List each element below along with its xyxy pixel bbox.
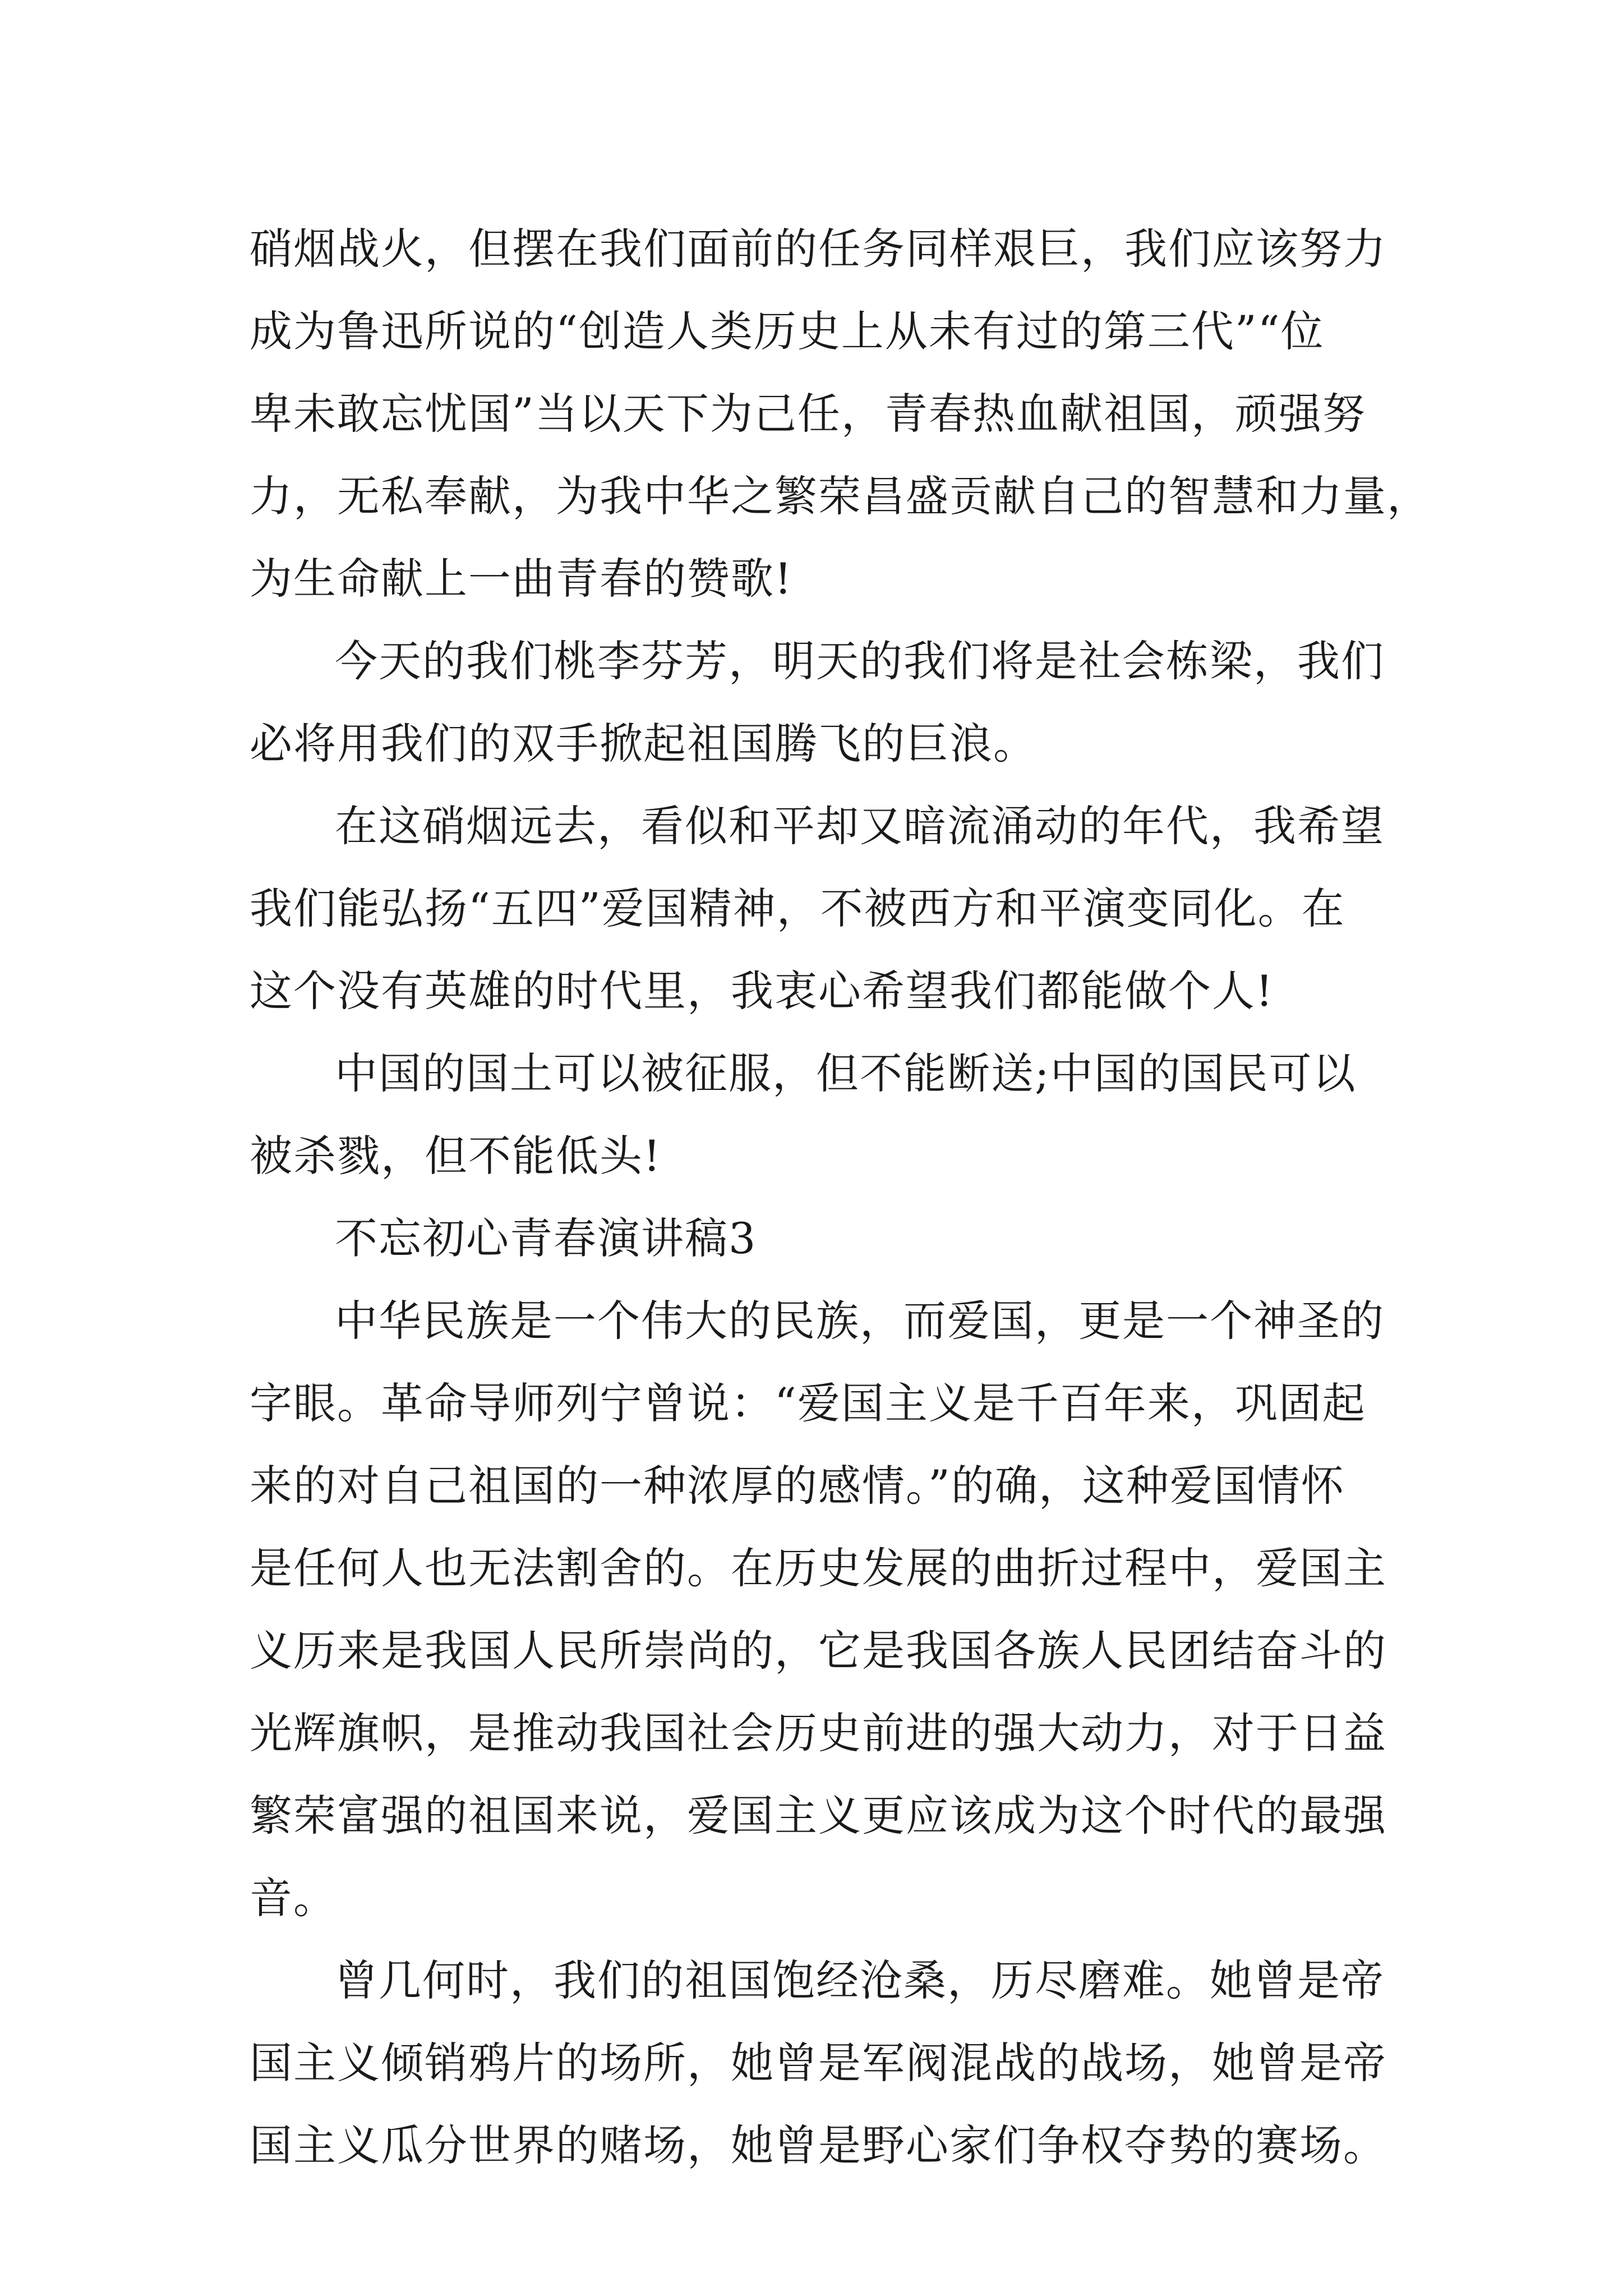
text-line: 必将用我们的双手掀起祖国腾飞的巨浪。 — [250, 719, 1037, 769]
text-line: 为生命献上一曲青春的赞歌! — [250, 554, 793, 604]
text-line: 繁荣富强的祖国来说，爱国主义更应该成为这个时代的最强 — [250, 1791, 1387, 1841]
paragraph-first-line: 曾几何时，我们的祖国饱经沧桑，历尽磨难。她曾是帝 — [335, 1955, 1385, 2005]
paragraph-first-line: 中国的国土可以被征服，但不能断送;中国的国民可以 — [335, 1048, 1357, 1098]
text-line: 义历来是我国人民所崇尚的，它是我国各族人民团结奋斗的 — [250, 1626, 1387, 1676]
text-line: 力，无私奉献，为我中华之繁荣昌盛贡献自己的智慧和力量， — [250, 471, 1431, 521]
text-line: 国主义瓜分世界的赌场，她曾是野心家们争权夺势的赛场。 — [250, 2120, 1387, 2170]
paragraph-first-line: 今天的我们桃李芬芳，明天的我们将是社会栋梁，我们 — [335, 636, 1385, 686]
body-text — [250, 208, 1431, 2187]
text-line: 国主义倾销鸦片的场所，她曾是军阀混战的战场，她曾是帝 — [250, 2038, 1387, 2088]
text-line: 成为鲁迅所说的“创造人类历史上从未有过的第三代”“位 — [250, 306, 1325, 356]
text-line: 卑未敢忘忧国”当以天下为己任，青春热血献祖国，顽强努 — [250, 389, 1366, 439]
text-line: 我们能弘扬“五四”爱国精神，不被西方和平演变同化。在 — [250, 884, 1345, 933]
paragraph-first-line: 在这硝烟远去，看似和平却又暗流涌动的年代，我希望 — [335, 801, 1385, 851]
text-line: 是任何人也无法割舍的。在历史发展的曲折过程中，爱国主 — [250, 1543, 1387, 1593]
section-heading: 不忘初心青春演讲稿3 — [335, 1213, 757, 1263]
paragraph-first-line: 中华民族是一个伟大的民族，而爱国，更是一个神圣的 — [335, 1296, 1385, 1346]
text-line: 来的对自己祖国的一种浓厚的感情。”的确，这种爱国情怀 — [250, 1461, 1345, 1511]
text-line: 被杀戮，但不能低头! — [250, 1131, 662, 1181]
text-line: 这个没有英雄的时代里，我衷心希望我们都能做个人! — [250, 966, 1274, 1016]
text-line: 光辉旗帜，是推动我国社会历史前进的强大动力，对于日益 — [250, 1708, 1387, 1758]
text-line: 音。 — [250, 1873, 337, 1923]
text-line: 硝烟战火，但摆在我们面前的任务同样艰巨，我们应该努力 — [250, 224, 1387, 274]
text-line: 字眼。革命导师列宁曾说：“爱国主义是千百年来，巩固起 — [250, 1378, 1366, 1428]
